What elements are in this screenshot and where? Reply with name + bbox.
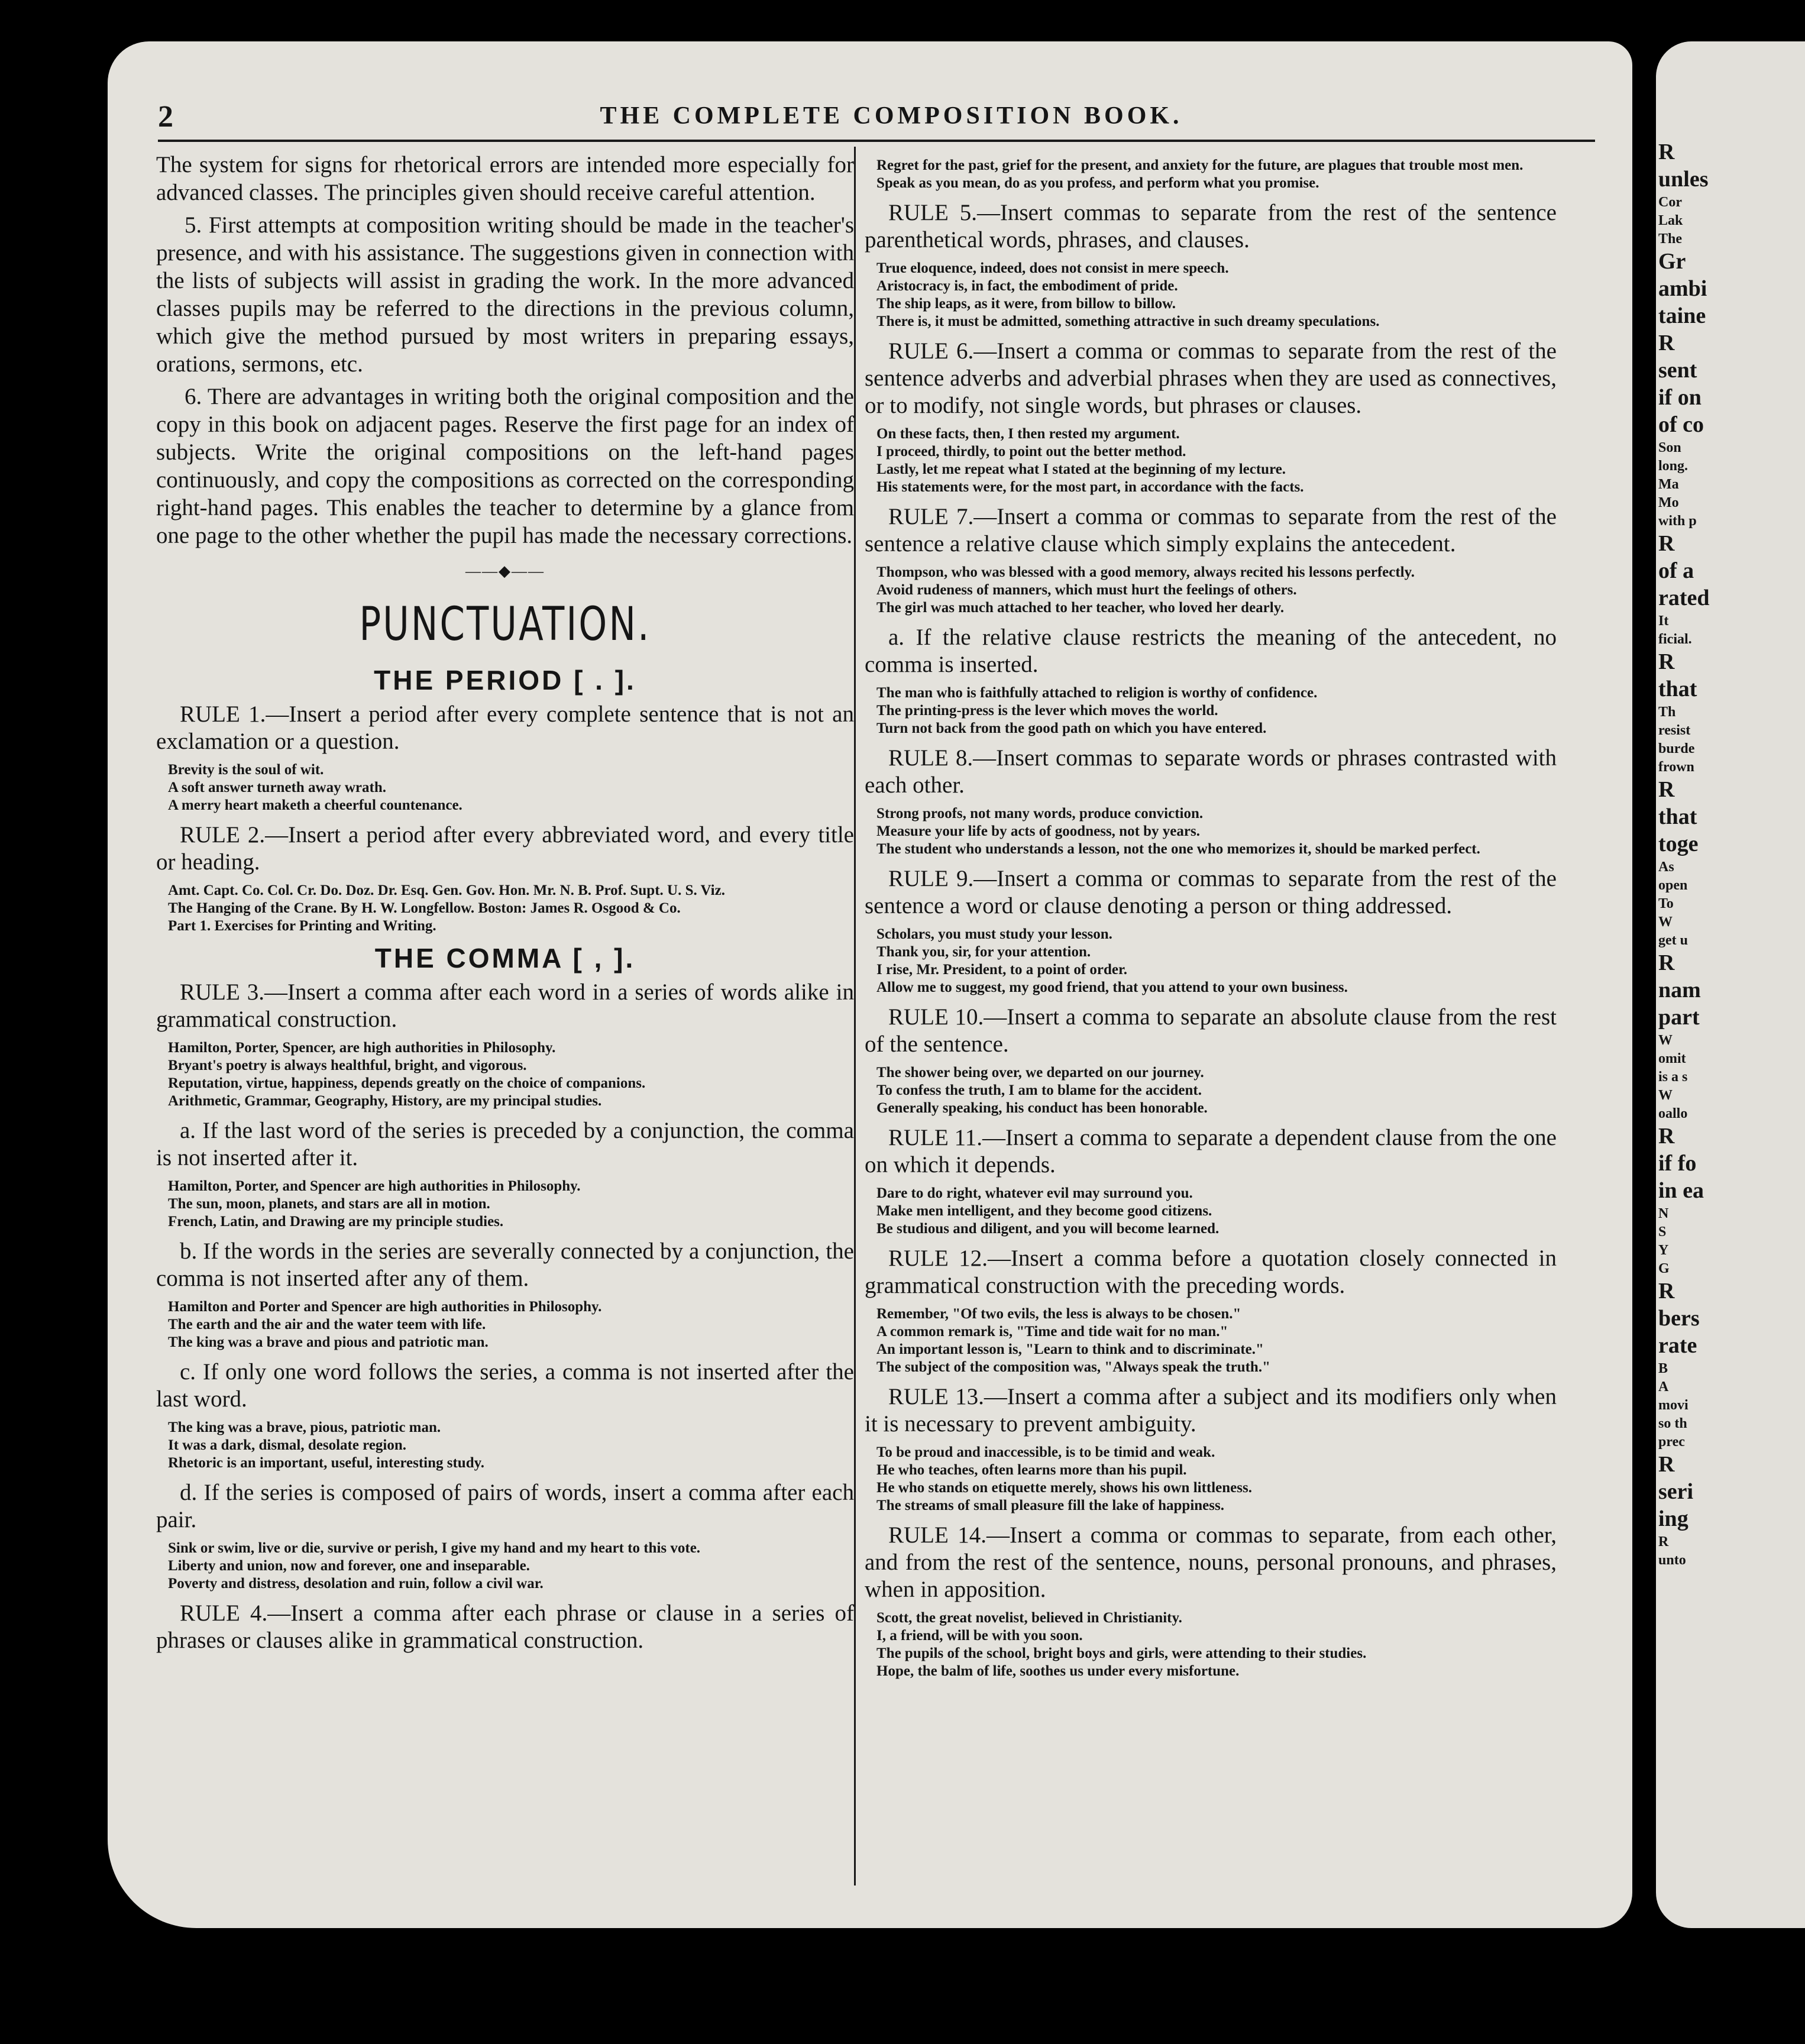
page-header [158,99,1625,141]
facing-page-text: Cor [1658,195,1682,210]
facing-page-text: R [1658,1452,1675,1477]
example-line: The Hanging of the Crane. By H. W. Longfellow. Boston: James R. Osgood & Co. [168,900,681,916]
example-sentences [865,684,1557,738]
period-rules [156,701,854,935]
example-line: Allow me to suggest, my good friend, that you attend to your own business. [876,979,1348,995]
example-line: Strong proofs, not many words, produce conviction. [876,806,1204,822]
example-line: Liberty and union, now and forever, one and inseparable. [168,1558,530,1574]
rule-text: RULE 7.—Insert a comma or commas to separate from the rest of the sentence a relative clause which simply explains the antecedent. [865,504,1557,557]
rule-text: RULE 3.—Insert a comma after each word in a series of words alike in grammatical construction. [156,979,854,1032]
facing-page-text: G [1658,1261,1670,1276]
facing-page-text: that [1658,677,1697,701]
example-sentences [865,1185,1557,1238]
rule-text: a. If the relative clause restricts the meaning of the antecedent, no comma is inserted. [865,625,1557,677]
facing-page-text: taine [1658,303,1706,328]
example-sentences [865,1609,1557,1680]
facing-page-text: nam [1658,978,1701,1002]
facing-page-text: Y [1658,1243,1669,1258]
example-line: Avoid rudeness of manners, which must hurt the feelings of others. [876,582,1297,598]
rule-text: a. If the last word of the series is preceded by a conjunction, the comma is not inserted after it. [156,1118,854,1170]
facing-page-text: The [1658,231,1683,247]
rule-text: RULE 11.—Insert a comma to separate a dependent clause from the one on which it depends. [865,1125,1557,1178]
comma-rules-continued [865,157,1557,1680]
example-line: It was a dark, dismal, desolate region. [168,1437,407,1453]
example-line: The ship leaps, as it were, from billow to billow. [876,296,1176,312]
example-line: I rise, Mr. President, to a point of order. [876,962,1128,978]
facing-page-text: B [1658,1361,1668,1376]
ornament-divider: ——◆—— [465,562,545,580]
example-line: Brevity is the soul of wit. [168,762,324,778]
facing-page-text: unto [1658,1553,1686,1568]
example-line: Remember, "Of two evils, the less is always to be chosen." [876,1306,1241,1322]
facing-page-text: W [1658,1088,1673,1103]
example-sentences [865,564,1557,617]
facing-page-text: of a [1658,558,1694,583]
example-sentences [865,1064,1557,1117]
header-rule [158,140,1595,142]
example-sentences [865,926,1557,997]
example-line: Hamilton, Porter, and Spencer are high authorities in Philosophy. [168,1178,581,1194]
facing-page-text: R [1658,1279,1675,1304]
facing-page-text: if on [1658,385,1702,410]
rule-text: RULE 13.—Insert a comma after a subject and its modifiers only when it is necessary to prevent ambiguity. [865,1384,1557,1437]
facing-page-text: sent [1658,358,1697,383]
example-line: French, Latin, and Drawing are my principle studies. [168,1214,504,1230]
facing-page-text: It [1658,613,1669,629]
example-sentences [865,425,1557,496]
example-line: The streams of small pleasure fill the lake of happiness. [876,1498,1224,1513]
example-sentences [156,1298,854,1351]
facing-page-text: R [1658,649,1675,674]
example-line: Be studious and diligent, and you will become learned. [876,1221,1219,1237]
example-sentences [865,157,1557,192]
example-sentences [865,805,1557,858]
book-page [108,41,1632,1928]
facing-page-text: R [1658,140,1675,164]
facing-page-text: Lak [1658,213,1683,228]
example-line: Speak as you mean, do as you profess, and perform what you promise. [876,175,1319,191]
facing-page-text: ambi [1658,276,1707,301]
facing-page-text: prec [1658,1434,1685,1450]
example-line: Scholars, you must study your lesson. [876,926,1112,942]
facing-page-text: frown [1658,759,1694,775]
facing-page-text: unles [1658,167,1709,192]
example-line: He who teaches, often learns more than his pupil. [876,1462,1187,1478]
facing-page-text: oallo [1658,1106,1688,1121]
example-line: To be proud and inaccessible, is to be timid and weak. [876,1444,1215,1460]
facing-page-text: R [1658,950,1675,975]
example-line: Hamilton and Porter and Spencer are high authorities in Philosophy. [168,1299,602,1315]
rule-text: RULE 10.—Insert a comma to separate an absolute clause from the rest of the sentence. [865,1004,1557,1057]
example-line: The king was a brave and pious and patriotic man. [168,1334,489,1350]
example-line: The girl was much attached to her teacher, who loved her dearly. [876,600,1285,616]
example-line: Hamilton, Porter, Spencer, are high authorities in Philosophy. [168,1040,556,1056]
example-line: There is, it must be admitted, something attractive in such dreamy speculations. [876,313,1380,329]
facing-page-text: ficial. [1658,632,1692,647]
example-line: Turn not back from the good path on which you have entered. [876,720,1267,736]
rule-text: RULE 5.—Insert commas to separate from the rest of the sentence parenthetical words, phrases, and clauses. [865,200,1557,253]
example-sentences [865,1305,1557,1376]
example-line: I, a friend, will be with you soon. [876,1628,1083,1644]
facing-page-text: A [1658,1379,1669,1395]
facing-page-text: bers [1658,1306,1700,1331]
facing-page-text: rate [1658,1333,1697,1358]
facing-page-text: so th [1658,1416,1687,1431]
facing-page-text: N [1658,1206,1669,1221]
example-line: The subject of the composition was, "Always speak the truth." [876,1359,1270,1375]
facing-page-text: Ma [1658,477,1679,492]
example-line: Hope, the balm of life, soothes us under every misfortune. [876,1663,1240,1679]
comma-heading: THE COMMA [ , ]. [374,943,636,974]
example-line: The earth and the air and the water teem with life. [168,1317,486,1333]
facing-page-text: R [1658,1124,1675,1149]
intro-paragraph: The system for signs for rhetorical errors are intended more especially for advanced classes. The principles given should receive careful attention. [156,152,854,205]
facing-page-text: Th [1658,704,1676,720]
example-line: His statements were, for the most part, in accordance with the facts. [876,479,1304,495]
example-line: He who stands on etiquette merely, shows his own littleness. [876,1480,1252,1496]
facing-page-text: in ea [1658,1178,1704,1203]
facing-page-text: S [1658,1224,1667,1240]
facing-page-text: R [1658,1534,1669,1550]
right-column [865,151,1557,1687]
facing-page-text: R [1658,331,1675,355]
example-line: Poverty and distress, desolation and ruin, follow a civil war. [168,1576,544,1592]
rule-text: b. If the words in the series are severally connected by a conjunction, the comma is not inserted after any of them. [156,1238,854,1291]
example-line: Bryant's poetry is always healthful, bright, and vigorous. [168,1057,527,1073]
left-column [156,151,854,1654]
facing-page-text: burde [1658,741,1695,756]
facing-page-text: rated [1658,586,1710,610]
example-line: The student who understands a lesson, not the one who memorizes it, should be marked perfect. [876,841,1480,857]
rule-text: d. If the series is composed of pairs of words, insert a comma after each pair. [156,1480,854,1532]
example-line: An important lesson is, "Learn to think and to discriminate." [876,1341,1264,1357]
facing-page-text: seri [1658,1479,1694,1504]
column-divider [854,147,856,1885]
example-line: The printing-press is the lever which moves the world. [876,703,1218,719]
intro-paragraph: 5. First attempts at composition writing should be made in the teacher's presence, and with his assistance. The suggestions given in connection with the lists of subjects will assist in grading the work. In the more advanced classes pupils may be referred to the directions in the previous column, which give the method pursued by most writers in preparing essays, orations, sermons, etc. [156,212,854,377]
example-line: Generally speaking, his conduct has been honorable. [876,1100,1208,1116]
example-sentences [865,260,1557,331]
facing-page-text: with p [1658,513,1697,529]
rule-text: RULE 4.—Insert a comma after each phrase or clause in a series of phrases or clauses alike in grammatical construction. [156,1600,854,1653]
example-line: Amt. Capt. Co. Col. Cr. Do. Doz. Dr. Esq. Gen. Gov. Hon. Mr. N. B. Prof. Supt. U. S. Viz. [168,882,725,898]
facing-page-text: movi [1658,1398,1688,1413]
example-line: A common remark is, "Time and tide wait for no man." [876,1324,1228,1340]
rule-text: RULE 14.—Insert a comma or commas to separate, from each other, and from the rest of the sentence, nouns, personal pronouns, and phrases, when in apposition. [865,1522,1557,1602]
example-line: Part 1. Exercises for Printing and Writing. [168,918,436,934]
facing-page-text: that [1658,804,1697,829]
rule-text: RULE 2.—Insert a period after every abbreviated word, and every title or heading. [156,822,854,875]
section-heading: PUNCTUATION. [359,598,651,651]
example-sentences [865,1444,1557,1515]
rule-text: RULE 12.—Insert a comma before a quotation closely connected in grammatical construction with the preceding words. [865,1246,1557,1298]
facing-page-text: Son [1658,440,1681,455]
facing-page-text: get u [1658,933,1688,948]
example-sentences [156,1039,854,1110]
rule-text: RULE 6.—Insert a comma or commas to separate from the rest of the sentence adverbs and adverbial phrases when they are used as connectives, or to modify, not single words, but phrases or clauses. [865,338,1557,418]
facing-page-text: Mo [1658,495,1679,510]
rule-text: RULE 1.—Insert a period after every complete sentence that is not an exclamation or a question. [156,701,854,754]
example-sentences [156,761,854,814]
facing-page-text: part [1658,1005,1700,1030]
example-line: The sun, moon, planets, and stars are all in motion. [168,1196,490,1212]
comma-rules [156,979,854,1654]
example-line: Aristocracy is, in fact, the embodiment of pride. [876,278,1178,294]
facing-page-text: is a s [1658,1069,1688,1085]
period-heading: THE PERIOD [ . ]. [374,665,636,696]
running-title: THE COMPLETE COMPOSITION BOOK. [600,102,1183,130]
example-line: Reputation, virtue, happiness, depends greatly on the choice of companions. [168,1075,646,1091]
facing-page-text: W [1658,914,1673,930]
facing-page-text: Gr [1658,249,1686,274]
example-line: Sink or swim, live or die, survive or perish, I give my hand and my heart to this vote. [168,1540,701,1556]
example-line: The pupils of the school, bright boys and girls, were attending to their studies. [876,1645,1367,1661]
rule-text: c. If only one word follows the series, a comma is not inserted after the last word. [156,1359,854,1412]
example-sentences [156,1419,854,1472]
example-line: I proceed, thirdly, to point out the better method. [876,444,1186,460]
facing-page-text: W [1658,1033,1673,1048]
facing-page-text: of co [1658,412,1704,437]
example-line: The shower being over, we departed on our journey. [876,1065,1204,1081]
rule-text: RULE 8.—Insert commas to separate words or phrases contrasted with each other. [865,745,1557,798]
example-sentences [156,1540,854,1593]
facing-page-text: open [1658,878,1688,893]
facing-page-text: toge [1658,832,1699,856]
facing-page-edge [1656,41,1805,1928]
example-line: Measure your life by acts of goodness, not by years. [876,823,1200,839]
example-line: A merry heart maketh a cheerful countenance. [168,797,462,813]
example-line: Thank you, sir, for your attention. [876,944,1091,960]
facing-page-text: To [1658,896,1674,911]
example-line: The man who is faithfully attached to religion is worthy of confidence. [876,685,1318,701]
example-line: Scott, the great novelist, believed in Christianity. [876,1610,1182,1626]
example-line: Dare to do right, whatever evil may surround you. [876,1185,1193,1201]
example-sentences [156,1178,854,1231]
facing-page-text: As [1658,859,1674,875]
rule-text: RULE 9.—Insert a comma or commas to separate from the rest of the sentence a word or clause denoting a person or thing addressed. [865,866,1557,918]
example-line: True eloquence, indeed, does not consist in mere speech. [876,260,1229,276]
example-line: Arithmetic, Grammar, Geography, History, are my principal studies. [168,1093,602,1109]
example-line: A soft answer turneth away wrath. [168,780,386,795]
page-number: 2 [158,100,173,134]
example-line: Make men intelligent, and they become good citizens. [876,1203,1212,1219]
facing-page-text: long. [1658,458,1688,474]
example-line: On these facts, then, I then rested my argument. [876,426,1180,442]
example-line: Regret for the past, grief for the present, and anxiety for the future, are plagues that trouble most men. [876,157,1523,173]
example-sentences [156,882,854,935]
example-line: Rhetoric is an important, useful, interesting study. [168,1455,484,1471]
facing-page-text: if fo [1658,1151,1697,1176]
facing-page-text: omit [1658,1051,1686,1066]
facing-page-text: R [1658,777,1675,802]
example-line: The king was a brave, pious, patriotic man. [168,1419,441,1435]
intro-paragraph: 6. There are advantages in writing both the original composition and the copy in this book on adjacent pages. Reserve the first page for an index of subjects. Write the original compositions on the left-hand pages continuously, and copy the compositions as corrected on the corresponding right-hand pages. This enables the teacher to determine by a glance from one page to the other whether the pupil has made the necessary corrections. [156,384,854,548]
example-line: Lastly, let me repeat what I stated at the beginning of my lecture. [876,461,1286,477]
example-line: To confess the truth, I am to blame for the accident. [876,1082,1202,1098]
facing-page-text: R [1658,531,1675,556]
example-line: Thompson, who was blessed with a good memory, always recited his lessons perfectly. [876,564,1415,580]
facing-page-text: resist [1658,723,1691,738]
facing-page-text: ing [1658,1506,1688,1531]
